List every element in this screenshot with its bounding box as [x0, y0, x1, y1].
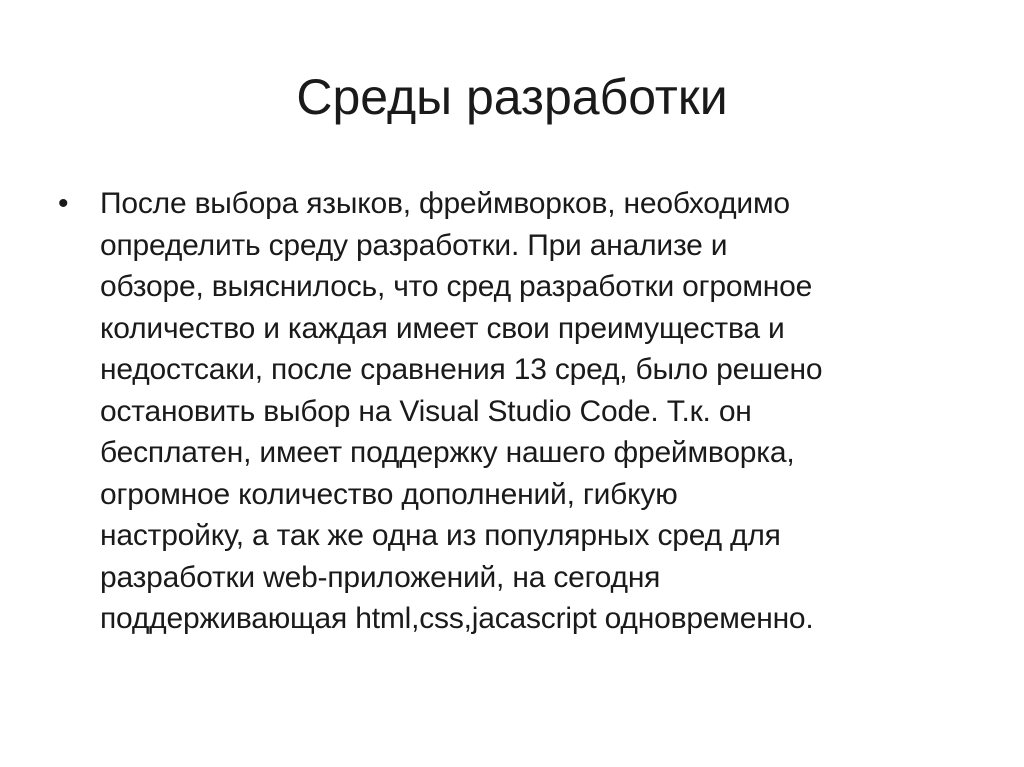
bullet-marker: •: [58, 187, 69, 220]
text-line: разработки web-приложений, на сегодня: [100, 560, 661, 594]
text-line: После выбора языков, фреймворков, необходимо: [100, 187, 790, 220]
text-line: огромное количество дополнений, гибкую: [100, 477, 678, 511]
bullet-item: [58, 183, 978, 640]
text-line: недостсаки, после сравнения 13 сред, было решено: [100, 353, 823, 386]
text-line: настройку, а так же одна из популярных сред для: [100, 519, 781, 552]
text-line: поддерживающая html,css,jacascript одновременно.: [100, 602, 814, 635]
text-line: бесплатен, имеет поддержку нашего фреймворка,: [100, 436, 795, 469]
slide-title: Среды разработки: [296, 69, 728, 125]
text-line: остановить выбор на Visual Studio Code. Т.к. он: [100, 394, 752, 428]
bullet-text: [100, 183, 822, 640]
text-line: количество и каждая имеет свои преимущества и: [100, 311, 785, 345]
slide-body: [58, 183, 978, 640]
text-line: обзоре, выяснилось, что сред разработки огромное: [100, 270, 813, 303]
text-line: определить среду разработки. При анализе и: [100, 228, 728, 262]
